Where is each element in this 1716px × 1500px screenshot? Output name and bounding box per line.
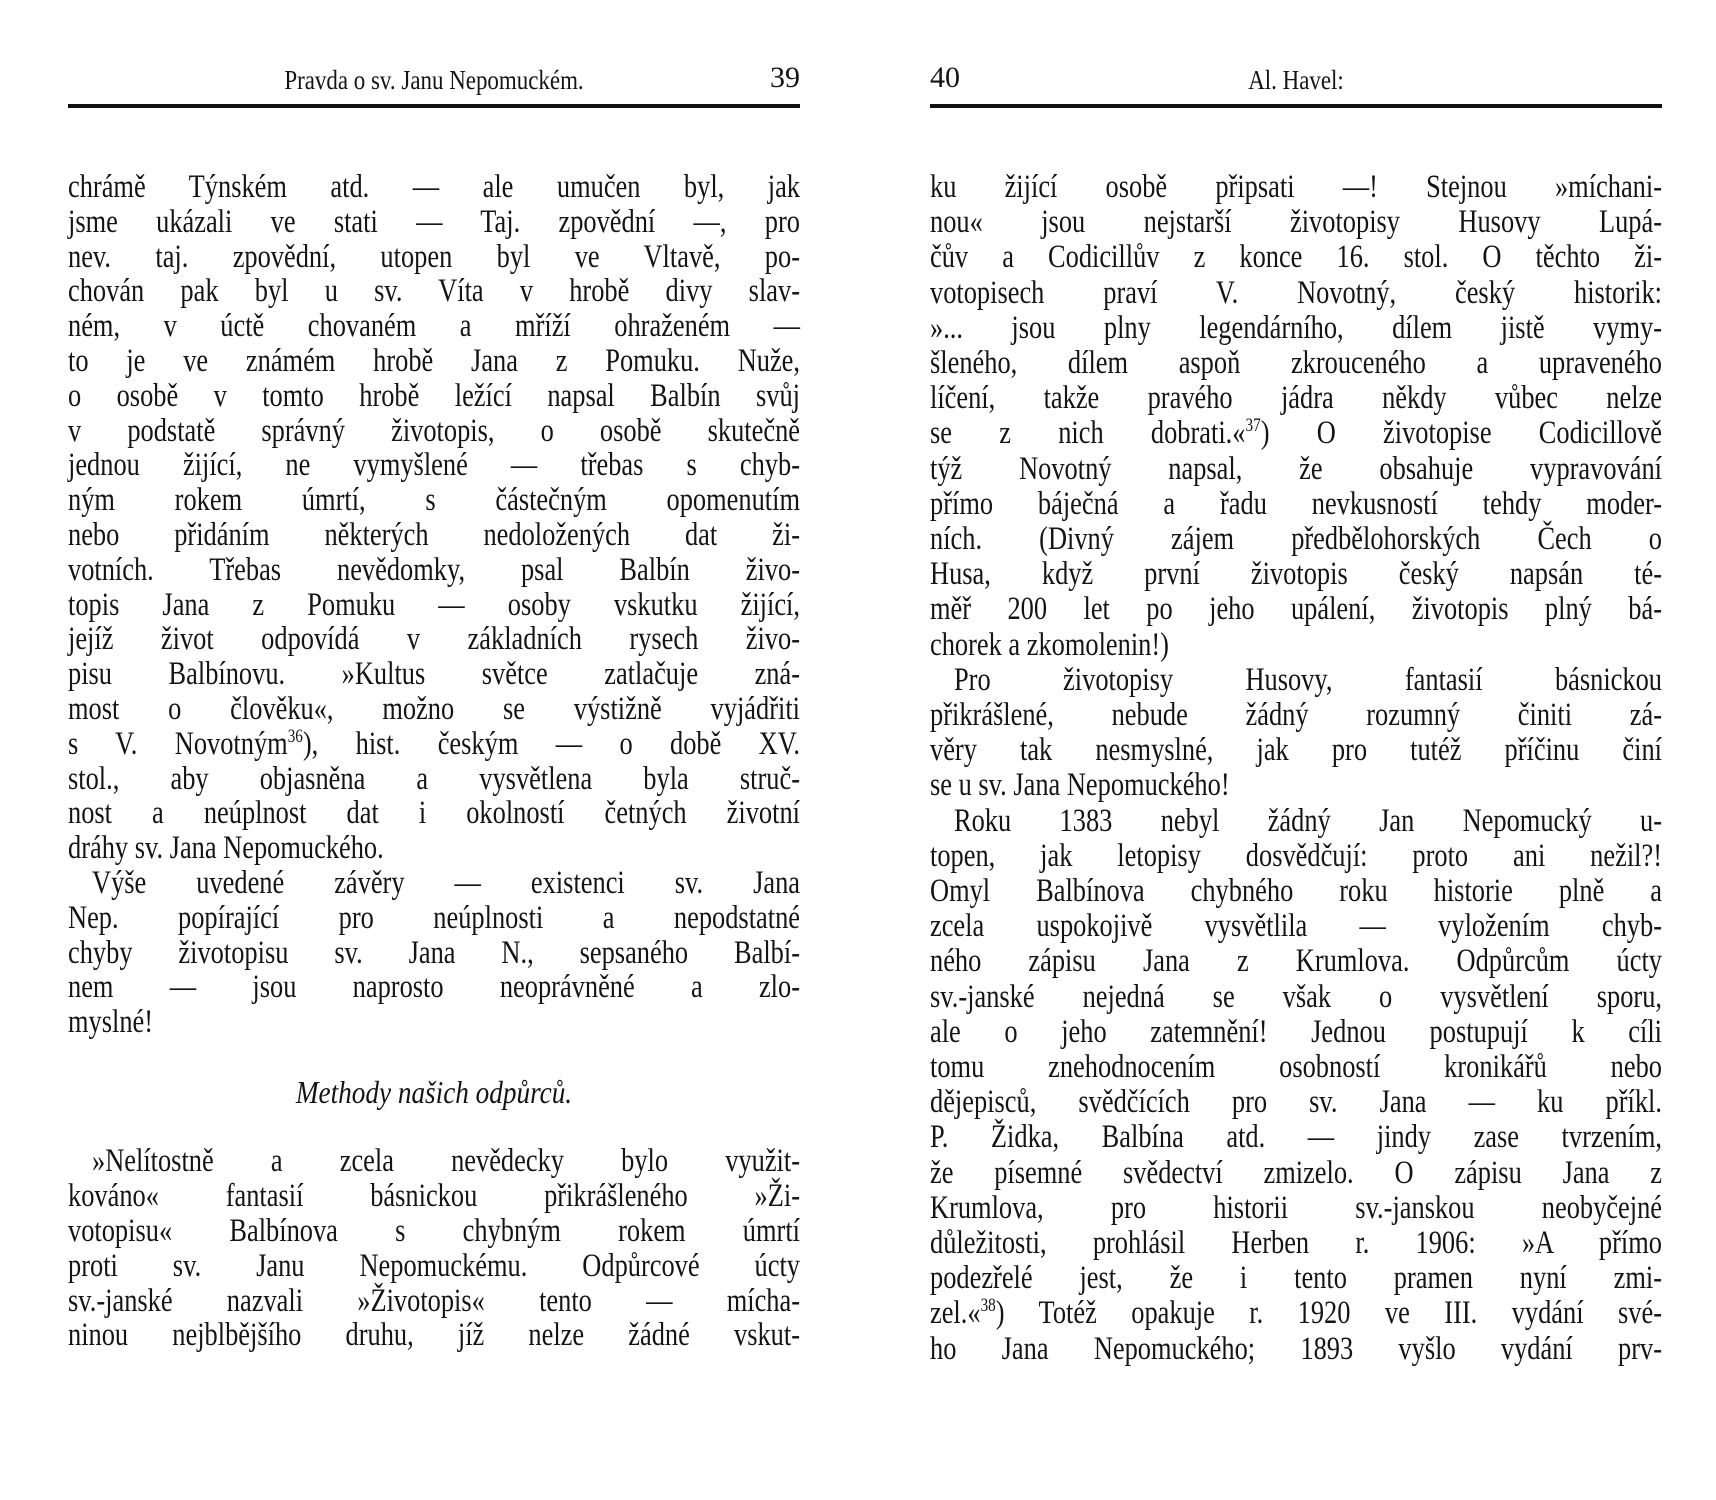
text-line: ho Jana Nepomuckého; 1893 vyšlo vydání prv- [930,1330,1662,1367]
header-rule [68,104,800,108]
text-line: pisu Balbínovu. »Kultus světce zatlačuje zná- [68,656,800,693]
text-line: myslné! [68,1004,154,1041]
text-line: ninou nejblbějšího druhu, jíž nelze žádné vskut- [68,1317,800,1354]
text-segment: ) O životopise Codicillově [1260,415,1662,452]
text-line: Roku 1383 nebyl žádný Jan Nepomucký u- [954,802,1662,839]
text-line: tomu znehodnocením osobností kronikářů nebo [930,1049,1662,1085]
footnote-ref: 38 [980,1295,996,1317]
text-line: měř 200 let po jeho upálení, životopis plný bá- [930,591,1662,628]
text-line: se u sv. Jana Nepomuckého! [930,767,1230,804]
text-line: v podstatě správný životopis, o osobě skutečně [68,412,800,449]
text-segment: ) Totéž opakuje r. 1920 ve III. vydání své- [995,1295,1662,1332]
page-number: 40 [930,61,960,94]
text-line: to je ve známém hrobě Jana z Pomuku. Nuže, [68,343,800,379]
running-head: Al. Havel: [1248,65,1344,95]
page-number: 39 [770,61,800,94]
text-line: »... jsou plny legendárního, dílem jistě vymy- [930,309,1662,346]
text-line: sv.-janské nazvali »Životopis« tento — mícha- [68,1282,800,1319]
text-line: most o člověku«, možno se výstižně vyjádřiti [68,691,800,727]
footnote-ref: 36 [287,725,303,747]
text-line: votopisu« Balbínova s chybným rokem úmrtí [68,1213,800,1249]
text-line: topen, jak letopisy dosvědčují: proto ani nežil?! [930,837,1662,874]
text-line: Krumlova, pro historii sv.-janskou neobyčejné [930,1189,1662,1226]
text-line: týž Novotný napsal, že obsahuje vypravování [930,450,1662,487]
text-line: nost a neúplnost dat i okolností četných životní [68,795,800,832]
text-line: nev. taj. zpovědní, utopen byl ve Vltavě, po- [68,238,800,275]
section-heading: Methody našich odpůrců. [295,1073,573,1110]
text-line: votních. Třebas nevědomky, psal Balbín živo- [68,551,800,588]
text-line: líčení, takže pravého jádra někdy vůbec nelze [930,380,1662,417]
text-line: přímo báječná a řadu nevkusností tehdy moder- [930,485,1662,522]
text-line: stol., aby objasněna a vysvětlena byla struč- [68,760,800,797]
footnote-ref: 37 [1245,415,1261,437]
text-line: Pro životopisy Husovy, fantasií básnickou [954,661,1662,698]
text-line: ale o jeho zatemnění! Jednou postupují k cíli [930,1013,1662,1050]
text-line [930,1296,1662,1331]
header-rule [930,104,1662,108]
text-line: ném, v úctě chovaném a mříží ohraženém — [68,308,800,345]
text-line: šleného, dílem aspoň zkrouceného a upraveného [930,345,1662,381]
text-line: jsme ukázali ve stati — Taj. zpovědní —, pro [68,203,800,240]
text-segment: zel.« [930,1295,981,1332]
text-line: ným rokem úmrtí, s částečným opomenutím [68,482,800,519]
text-line: sv.-janské nejedná se však o vysvětlení sporu, [930,978,1662,1015]
text-line: podezřelé jest, že i tento pramen nyní zmi- [930,1260,1662,1297]
text-line: důležitosti, prohlásil Herben r. 1906: »A přímo [930,1225,1662,1261]
text-line: chorek a zkomolenin!) [930,626,1169,663]
text-line: nebo přidáním některých nedoložených dat ži- [68,517,800,553]
right-page [930,0,1662,1500]
text-line: dráhy sv. Jana Nepomuckého. [68,830,384,867]
text-line: chován pak byl u sv. Víta v hrobě divy slav- [68,273,800,310]
text-line: chrámě Týnském atd. — ale umučen byl, jak [68,169,800,205]
text-line: Omyl Balbínova chybného roku historie plně a [930,873,1662,909]
text-line: že písemné svědectví zmizelo. O zápisu Jana z [930,1154,1662,1191]
text-line: dějepisců, svědčících pro sv. Jana — ku příkl. [930,1084,1662,1121]
text-line: věry tak nesmyslné, jak pro tutéž příčinu činí [930,732,1662,769]
text-line: Nep. popírající pro neúplnosti a nepodstatné [68,899,800,936]
text-segment: se z nich dobrati.« [930,415,1246,452]
running-head: Pravda o sv. Janu Nepomuckém. [284,65,584,95]
text-line: Výše uvedené závěry — existenci sv. Jana [92,865,800,901]
text-line: votopisech praví V. Novotný, český historik: [930,274,1662,311]
text-line: o osobě v tomto hrobě ležící napsal Balbín svůj [68,377,800,414]
text-line: přikrášlené, nebude žádný rozumný činiti zá- [930,697,1662,733]
text-segment: ), hist. českým — o době XV. [302,725,800,762]
text-line: chyby životopisu sv. Jana N., sepsaného Balbí- [68,934,800,971]
text-line: jednou žijící, ne vymyšlené — třebas s chyb- [68,447,800,484]
text-line: P. Židka, Balbína atd. — jindy zase tvrzením, [930,1119,1662,1156]
text-line: topis Jana z Pomuku — osoby vskutku žijící, [68,586,800,623]
text-line: proti sv. Janu Nepomuckému. Odpůrcové úcty [68,1247,800,1284]
text-line: ného zápisu Jana z Krumlova. Odpůrcům úcty [930,943,1662,980]
text-line [930,416,1662,451]
text-line: nou« jsou nejstarší životopisy Husovy Lupá- [930,204,1662,241]
text-line: »Nelítostně a zcela nevědecky bylo využit- [92,1143,800,1180]
text-line: čův a Codicillův z konce 16. stol. O těchto ži- [930,239,1662,276]
text-line: kováno« fantasií básnickou přikrášleného »Ži- [68,1178,800,1215]
text-line [68,727,800,762]
text-line: ních. (Divný zájem předbělohorských Čech o [930,521,1662,557]
text-line: Husa, když první životopis český napsán té- [930,556,1662,593]
text-line: ku žijící osobě připsati —! Stejnou »míchani- [930,169,1662,205]
left-page [68,0,800,1500]
text-line: jejíž život odpovídá v základních rysech živo- [68,621,800,658]
text-line: zcela uspokojivě vysvětlila — vyložením chyb- [930,908,1662,945]
text-segment: s V. Novotným [68,725,288,762]
text-line: nem — jsou naprosto neoprávněné a zlo- [68,969,800,1006]
